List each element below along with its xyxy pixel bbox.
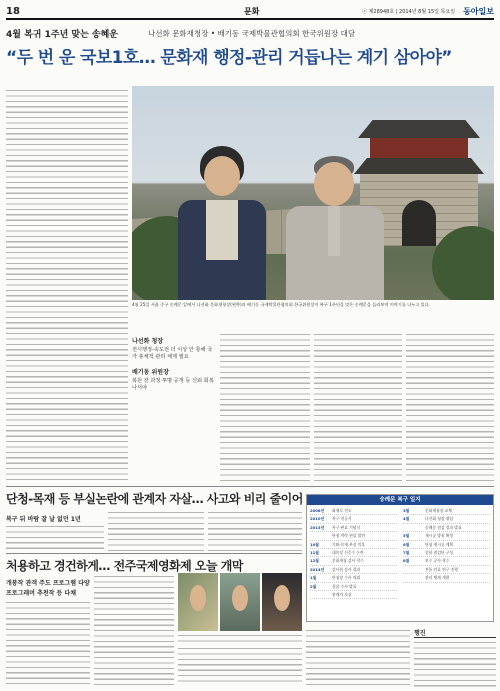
section3-subhead-2: 프로그래머 추천작 등 다채 <box>6 590 77 597</box>
article-headline: “두 번 운 국보1호… 문화재 행정-관리 거듭나는 계기 삼아야” <box>6 48 452 68</box>
timeline-date: 2014년 <box>310 566 325 572</box>
section2-kicker: 복구 뒤 바람 잘 날 없던 1년 <box>6 516 81 523</box>
section2-body-2 <box>108 510 204 554</box>
timeline-event: 관계자 자살 <box>332 592 352 598</box>
timeline-date: 3월 <box>403 508 410 513</box>
article-body-column-2 <box>220 332 310 484</box>
timeline-date <box>403 574 425 581</box>
timeline-row <box>310 515 397 523</box>
timeline-date: 5월 <box>403 533 410 539</box>
section3-body-4 <box>306 628 410 686</box>
section3-body-2 <box>94 574 174 686</box>
divider <box>6 553 302 554</box>
timeline-date: 2008년 <box>310 508 325 513</box>
timeline-event: 기와·목재 부실 의혹 <box>332 541 365 547</box>
timeline-event: 단청장 수사 의뢰 <box>332 575 361 581</box>
timeline-row <box>310 507 397 515</box>
timeline-row <box>310 566 397 574</box>
timeline-date <box>310 532 332 539</box>
timeline-row <box>310 532 397 540</box>
interviewee-2: 배기동 위원장 <box>132 369 169 376</box>
timeline-event: 관리 체계 개편 <box>425 575 450 581</box>
issue-date: ⓢ 제28948호 | 2014년 8월 15일 목요일 <box>362 9 456 15</box>
film-still <box>262 573 302 631</box>
timeline-event: 보수 공사 착수 <box>425 558 450 564</box>
timeline-right-column <box>400 505 493 601</box>
timeline-event: 감사원 감사 결과 <box>332 566 361 572</box>
timeline-row <box>310 591 397 599</box>
timeline-event: 복구 착공식 <box>332 516 352 522</box>
timeline-title: 숭례문 복구 일지 <box>307 495 493 505</box>
timeline-row <box>403 557 490 565</box>
timeline-row <box>310 524 397 532</box>
timeline-row <box>403 566 490 574</box>
timeline-event: 나선화 청장 취임 <box>425 516 454 522</box>
timeline-row <box>310 574 397 582</box>
section2-body-1 <box>6 524 104 554</box>
sidebar-title: 행진 <box>414 628 496 638</box>
section3-subhead-1: 개봉작 관객 주도 프로그램 다양 <box>6 580 90 587</box>
timeline-row <box>403 507 490 515</box>
section3-headline: 처용하고 경건하게… 전주국제영화제 오늘 개막 <box>6 559 243 573</box>
timeline-event: 숭례문 점검 결과 발표 <box>425 524 462 530</box>
photo-caption: 4월 25일 서울 중구 숭례문 앞에서 나선화 문화재청장(왼쪽)과 배기동 국제박물관협의회 한국위원장이 복구 1주년을 맞은 숭례문을 둘러보며 이야기를 나누고 있다. <box>132 302 431 307</box>
timeline-event: 복구 완료 기념식 <box>332 524 361 530</box>
timeline-row <box>310 583 397 591</box>
section2-body-3 <box>208 510 302 554</box>
timeline-date: 10월 <box>310 541 319 547</box>
timeline-left-column <box>307 505 400 601</box>
section2-headline: 단청-목재 등 부실논란에 관계자 자살… 사고와 비리 줄이어 <box>6 492 303 506</box>
article-body-column-4 <box>406 332 494 484</box>
timeline-date: 7월 <box>403 550 410 556</box>
article-photo <box>132 86 494 300</box>
interviewee-1-quote: 전시행정-속도전 더 이상 안 통해 국가 총체적 관리 체계 필요 <box>132 347 213 360</box>
timeline-event: 재시공 방침 확정 <box>425 533 454 539</box>
timeline-row <box>310 549 397 557</box>
timeline-event: 종합 점검단 구성 <box>425 550 454 556</box>
timeline-event: 경찰 수사 발표 <box>332 583 357 589</box>
timeline-event: 문화재청장 교체 <box>425 508 452 513</box>
person-right <box>280 156 390 300</box>
article-body-column-3 <box>314 332 402 484</box>
timeline-date: 2010년 <box>310 516 325 522</box>
page-number: 18 <box>6 6 20 17</box>
timeline-row <box>310 541 397 549</box>
timeline-row <box>403 574 490 582</box>
interviewee-1: 나선화 청장 <box>132 338 164 345</box>
timeline-date: 1월 <box>310 575 317 581</box>
timeline-date: 8월 <box>403 558 410 564</box>
article-kicker-sub: 나선화 문화재청장 • 배기동 국제박물관협의회 한국위원장 대담 <box>148 29 356 38</box>
timeline-row <box>403 541 490 549</box>
section3-body-1 <box>6 600 90 686</box>
timeline-date: 11월 <box>310 550 319 556</box>
film-still-caption <box>178 633 302 643</box>
timeline-event: 문화재청 감사 착수 <box>332 558 364 564</box>
timeline-date <box>310 591 332 598</box>
timeline-date: 4월 <box>403 516 410 522</box>
timeline-date: 2월 <box>310 583 317 589</box>
section-name: 문화 <box>244 7 260 16</box>
section3-body-3 <box>178 646 302 686</box>
timeline-event: 단청 박락 현상 발견 <box>332 533 365 539</box>
timeline-date: 12월 <box>310 558 319 564</box>
timeline-date <box>403 524 425 531</box>
timeline-date <box>403 566 425 573</box>
timeline-date: 6월 <box>403 541 410 547</box>
timeline-row <box>403 515 490 523</box>
article-body-column-1 <box>6 88 128 480</box>
film-stills <box>178 573 302 631</box>
newspaper-logo: 동아일보 <box>463 6 494 16</box>
timeline-event: 전통 안료 연구 진행 <box>425 566 458 572</box>
page-header <box>6 6 494 20</box>
film-still <box>178 573 218 631</box>
sidebar-box <box>414 628 496 688</box>
interviewee-2-quote: 복원 전 과정 투명 공개 등 신뢰 회복 나서야 <box>132 378 214 391</box>
timeline-table <box>306 494 494 622</box>
timeline-event: 대목장 신응수 논란 <box>332 550 364 556</box>
person-left <box>172 146 272 300</box>
film-still <box>220 573 260 631</box>
timeline-event: 단청 재시공 계획 <box>425 541 454 547</box>
timeline-row <box>403 524 490 532</box>
timeline-row <box>403 532 490 540</box>
timeline-row <box>403 549 490 557</box>
sidebar-body <box>414 640 496 688</box>
divider <box>6 486 494 487</box>
timeline-event: 화재로 전소 <box>332 508 352 513</box>
timeline-date: 2013년 <box>310 524 325 530</box>
article-kicker: 4월 복귀 1주년 맞는 송혜운 <box>6 30 118 40</box>
interview-box <box>132 334 216 484</box>
timeline-row <box>310 557 397 565</box>
